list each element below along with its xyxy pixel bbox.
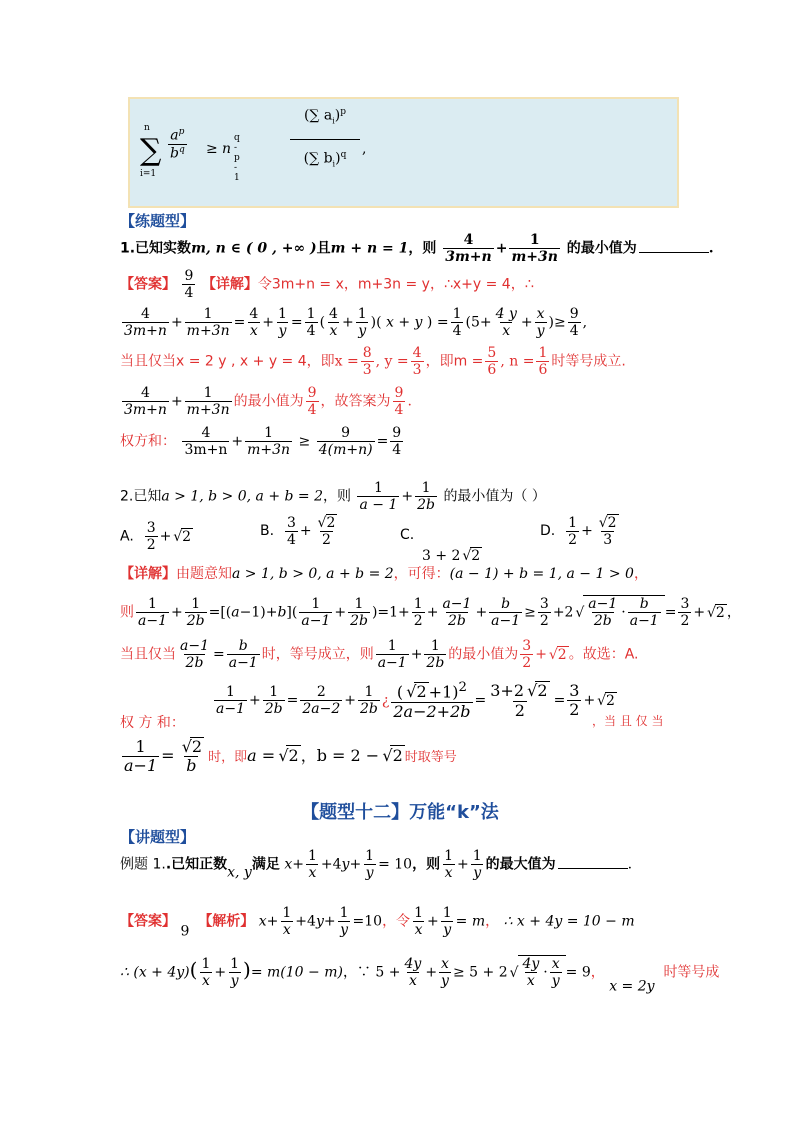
answer-3-line-2: ∴ (x + 4y)( $\frac{1}{x}$ + $\frac{1}{y}$ )= m(10 − m)，∵ 5 + $\frac{4y}{x}$ + $\frac{x}{y}$ ≥ 5 + 2 √ $\frac{4y}{x}$ · $\frac{x}{y}$ = 9， x = 2y 时等号成 [120,955,719,995]
option-c[interactable]: C. 3 + 2 √ 2 [400,527,482,564]
ai-over-bi: $\frac{a^p}{b^q}$ [170,127,185,162]
option-b[interactable]: B. $\frac{3}{4}$ + √ $\frac{2}{2}$ [260,514,341,548]
sum-symbol: ∑ [140,133,162,168]
geq: ≥ [206,141,218,157]
answer-1-line-4: $\frac{4}{3m+n}$ + $\frac{1}{m+3n}$ 的最小值为 $\frac{9}{4}$ ，故答案为 $\frac{9}{4}$ . [124,385,412,419]
n-exponent: q - p - 1 [234,133,240,183]
answer-2-weight-cond: $\frac{1}{a-1}$ = √ $\frac{2}{b}$ 时，即a = √ 2 ，b = 2 − √ 2 时取等号 [120,737,457,776]
example-1: 例题 1..已知正数x, y满足 x+ $\frac{1}{x}$ +4y+ $\frac{1}{y}$ = 10，则 $\frac{1}{x}$ + $\frac{1}{y}$ 的最大值为 . [120,848,633,882]
answer-2-line-2: 则 $\frac{1}{a-1}$ + $\frac{1}{2b}$ =[(a−1)+b]( $\frac{1}{a-1}$ + $\frac{1}{2b}$ )=1+ $\frac{1}{2}$ + $\frac{a-1}{2b}$ + $\frac{b}{a-1}$ ≥ $\frac{3}{2}$ +2 √ $\frac{a-1}{2b}$ · $\frac{b}{a-1}$ = $\frac{3}{2}$ + √ 2 ， [120,595,741,629]
section-title: 【题型十二】万能“k”法 [301,802,499,823]
answer-1-line-3: 当且仅当x = 2 y , x + y = 4，即x = $\frac{8}{3}$ , y = $\frac{4}{3}$ ，即m = $\frac{5}{6}$ , n = $\frac{1}{6}$ 时等号成立. [120,345,626,379]
question-1: 1.已知实数m, n ∈ ( 0 , +∞ )且m + n = 1，则 $\frac{4}{3m+n}$ + $\frac{1}{m+3n}$ 的最小值为 . [120,232,714,266]
option-a[interactable]: A. $\frac{3}{2}$ + √ 2 [120,520,193,553]
answer-2-weight-eq: $\frac{1}{a-1}$ + $\frac{1}{2b}$ = $\frac{2}{2a-2}$ + $\frac{1}{2b}$ ¿ $\frac{( √ 2 +1)^2}{2a-2+2b}$ = $\frac{3+2 √ 2}{2}$ = $\frac{3}{2}$ + √ 2 [212,680,617,721]
option-d[interactable]: D. $\frac{1}{2}$ + √ $\frac{2}{3}$ [540,514,623,548]
question-2: 2.已知a > 1, b > 0, a + b = 2，则 $\frac{1}{a - 1}$ + $\frac{1}{2b}$ 的最小值为（ ） [120,480,546,514]
answer-1-line-2: $\frac{4}{3m+n}$ + $\frac{1}{m+3n}$ = $\frac{4}{x}$ + $\frac{1}{y}$ = $\frac{1}{4}$ ( $\frac{4}{x}$ + $\frac{1}{y}$ )( x + y ) = $\frac{1}{4}$ (5+ $\frac{4 y}{x}$ + $\frac{x}{y}$ )≥ $\frac{9}{4}$ , [124,306,588,340]
big-fraction: (∑ $a_i)^p$ (∑ $b_i)^q$ [290,107,360,169]
n-power: n [222,141,232,157]
comma: , [362,141,367,157]
answer-2-line-3: 当且仅当 $\frac{a-1}{2b}$ = $\frac{b}{a-1}$ 时，等号成立，则 $\frac{1}{a-1}$ + $\frac{1}{2b}$ 的最小值为 $\frac{3}{2}$ + √ 2 。故选：A. [120,638,638,671]
answer-2-weight-tail: ，当 且 仅 当 [592,714,664,728]
sum-lower: i=1 [140,169,157,179]
lecture-header: 【讲题型】 [120,828,196,846]
practice-header: 【练题型】 [120,212,196,230]
answer-1-weight: 权方和： $\frac{4}{3m+n}$ + $\frac{1}{m+3n}$ ≥ $\frac{9}{4(m+n)}$ = $\frac{9}{4}$ [120,425,402,459]
sum-upper: n [144,123,150,133]
answer-2-line-1: 【详解】由题意知a > 1, b > 0, a + b = 2，可得：(a − 1) + b = 1, a − 1 > 0， [120,566,648,582]
answer-1-line-1: 【答案】 $\frac{9}{4}$ 【详解】令3m+n = x，m+3n = y，∴x+y = 4，∴ [120,268,534,302]
formula-box [128,97,679,208]
answer-2-weight-label: 权 方 和： [120,715,185,731]
answer-3-line-1: 【答案】 9 【解析】 x+ $\frac{1}{x}$ +4y+ $\frac{1}{y}$ =10，令 $\frac{1}{x}$ + $\frac{1}{y}$ = m， ∴ x + 4y = 10 − m [120,905,635,940]
